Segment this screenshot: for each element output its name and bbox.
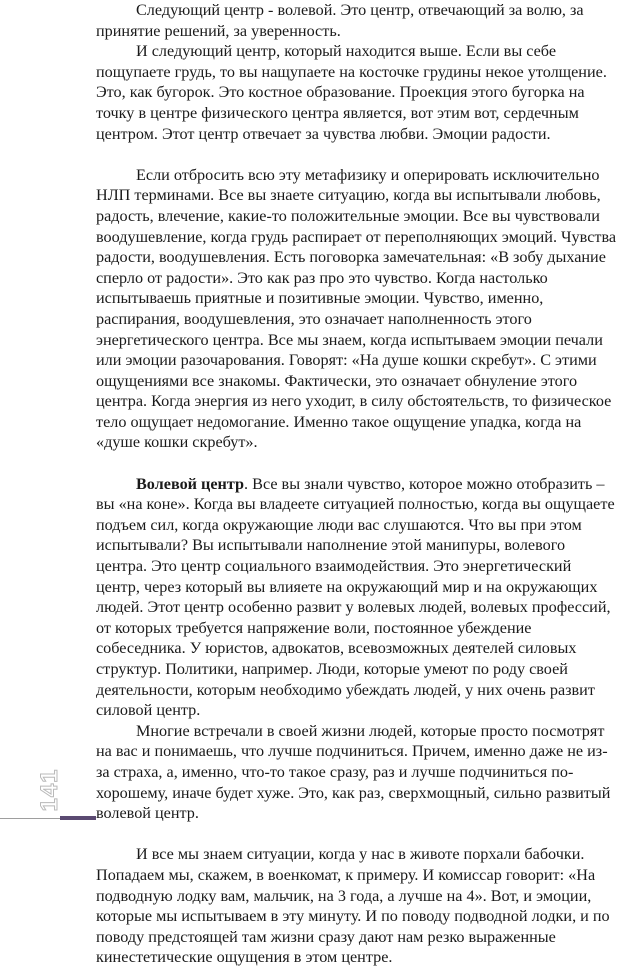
paragraph-bold-lead: Волевой центр: [136, 474, 245, 493]
paragraph-willpower-center: [96, 474, 618, 721]
footer-accent-bar: [60, 816, 96, 820]
paragraph-butterflies: И все мы знаем ситуации, когда у нас в животе порхали бабочки. Попадаем мы, скажем, в военкомат, к примеру. И комиссар говорит: «На подводную лодку вам, мальчик, на 3 года, а лучше на 4». Вот, и эмоции, которые мы испытываем в эту минуту. И по поводу подводной лодки, и по поводу предстоящей там жизни сразу дают нам резко выраженные кинестетические ощущения в этом центре.: [96, 845, 610, 967]
paragraph-submission: Многие встречали в своей жизни людей, которые просто посмотрят на вас и понимаешь, что лучше подчиниться. Причем, именно даже не из-за страха, а, именно, что-то такое сразу, раз и лучше подчиниться по-хорошему, иначе будет хуже. Это, как раз, сверхмощный, сильно развитый волевой центр.: [96, 721, 611, 823]
page-number: 141: [36, 768, 63, 812]
paragraph-willpower-intro: Следующий центр - волевой. Это центр, отвечающий за волю, за принятие решений, за уверенность.: [96, 1, 584, 40]
paragraph-nlp-terms: Если отбросить всю эту метафизику и оперировать исключительно НЛП терминами. Все вы знаете ситуацию, когда вы испытывали любовь, радость, влечение, какие-то положительные эмоции. Все вы чувствовали воодушевление, когда грудь распирает от переполняющих эмоций. Чувства радости, воодушевления. Есть поговорка замечательная: «В зобу дыхание сперло от радости». Это как раз про это чувство. Когда настолько испытываешь приятные и позитивные эмоции. Чувство, именно, распирания, воодушевления, это означает наполненность этого энергетического центра. Все мы знаем, когда испытываем эмоции печали или эмоции разочарования. Говорят: «На душе кошки скребут». С этими ощущениями все знакомы. Фактически, это означает обнуление этого центра. Когда энергия из него уходит, в силу обстоятельств, то физическое тело ощущает недомогание. Именно такое ощущение упадка, когда на «душе кошки скребут».: [96, 165, 617, 452]
page-body: [96, 0, 618, 968]
paragraph-willpower-text: . Все вы знали чувство, которое можно отобразить – вы «на коне». Когда вы владеете ситуацией полностью, когда вы ощущаете подъем сил, когда окружающие люди вас слушаются. Что вы при этом испытывали? Вы испытывали наполнение этой манипуры, волевого центра. Это центр социального взаимодействия. Это энергетический центр, через который вы влияете на окружающий мир и на окружающих людей. Этот центр особенно развит у волевых людей, волевых профессий, от которых требуется напряжение воли, постоянное убеждение собеседника. У юристов, адвокатов, всевозможных деятелей силовых структур. Политики, например. Люди, которые умеют по роду своей деятельности, которым необходимо убеждать людей, у них очень развит силовой центр.: [96, 474, 615, 720]
paragraph-heart-center: И следующий центр, который находится выше. Если вы себе пощупаете грудь, то вы нащупаете на косточке грудины некое утолщение. Это, как бугорок. Это костное образование. Проекция этого бугорка на точку в центре физического центра является, вот этим вот, сердечным центром. Этот центр отвечает за чувства любви. Эмоции радости.: [96, 42, 607, 143]
